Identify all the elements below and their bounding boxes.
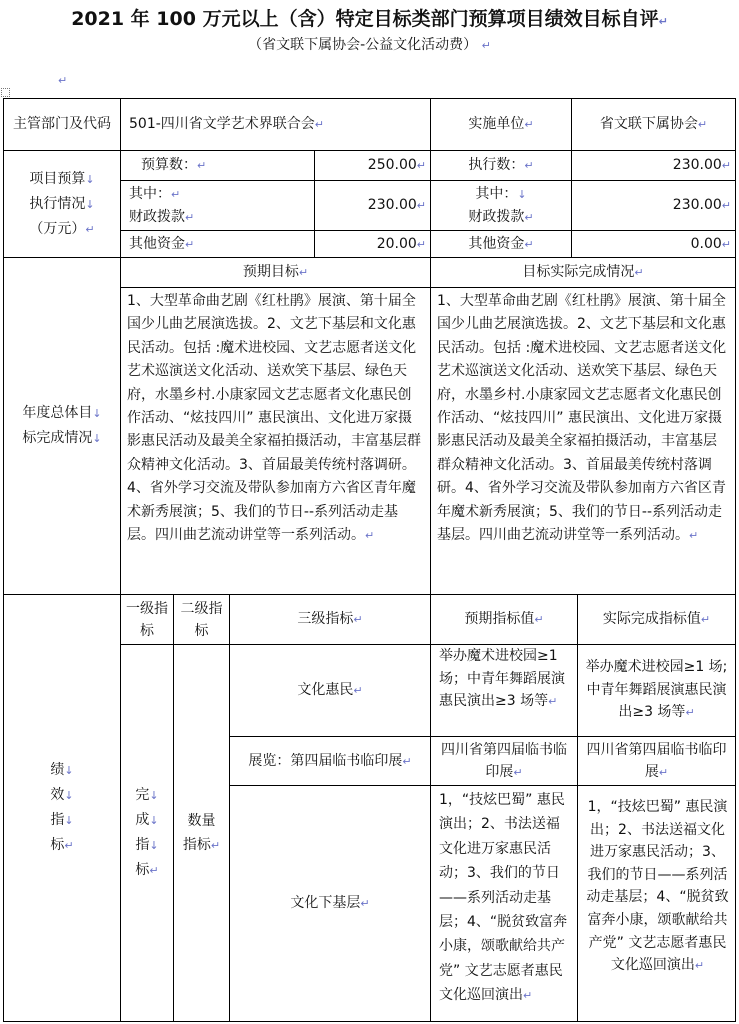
budget-amount-label: 预算数： ↵: [121, 151, 315, 181]
actual-goal-text: 1、大型革命曲艺剧《红杜鹃》展演、第十届全国少儿曲艺展演选拔。2、文艺下基层和文化惠民活动。包括 :魔术进校园、文艺志愿者送文化艺术巡演送文化活动、送欢笑下基层、绿色天府，水墨乡村.小康家园文艺志愿者文化惠民创作活动、“炫技四川” 惠民演出、文化进万家摄影惠民活动及最美全家福拍摄活动，丰富基层群众精神文化活动。3、首届最美传统村落调研。4、省外学习交流及带队参加南方六省区青年魔术新秀展演；5、我们的节日--系列活动走基层。四川曲艺流动讲堂等一系列活动。↵: [431, 288, 735, 595]
impl-label-cell: 实施单位 ↵: [431, 99, 572, 151]
table-row-actual: 1，“技炫巴蜀” 惠民演出；2、书法送福文化进万家惠民活动；3、我们的节日——系列活动走基层；4、“脱贫致富奔小康，颂歌献给共产党” 文艺志愿者惠民文化巡回演出↵: [586, 799, 729, 974]
other-exec-value: 0.00 ↵: [572, 231, 735, 258]
budget-label-cell: 项目预算↓ 执行情况↓ （万元）↵: [4, 151, 121, 258]
table-row-actual: 四川省第四届临书临印展↵: [578, 737, 735, 786]
page-title: 2021 年 100 万元以上（含）特定目标类部门预算项目绩效目标自评↵: [71, 8, 668, 30]
table-row-name: 文化下基层 ↵: [230, 786, 431, 1021]
exec-amount-label: 执行数： ↵: [431, 151, 572, 181]
level1-header: 一级指标: [121, 595, 174, 645]
table-row-expected: 1，“技炫巴蜀” 惠民演出；2、书法送福文化进万家惠民活动；3、我们的节日——系列活动走基层；4、“脱贫致富奔小康，颂歌献给共产党” 文艺志愿者惠民文化巡回演出↵: [431, 786, 578, 1021]
impl-value-cell: 省文联下属协会 ↵: [572, 99, 735, 151]
expected-goal-text: 1、大型革命曲艺剧《红杜鹃》展演、第十届全国少儿曲艺展演选拔。2、文艺下基层和文化惠民活动。包括 :魔术进校园、文艺志愿者送文化艺术巡演送文化活动、送欢笑下基层、绿色天府，水墨乡村.小康家园文艺志愿者文化惠民创作活动、“炫技四川” 惠民演出、文化进万家摄影惠民活动及最美全家福拍摄活动，丰富基层群众精神文化活动。3、首届最美传统村落调研。4、省外学习交流及带队参加南方六省区青年魔术新秀展演；5、我们的节日--系列活动走基层。四川曲艺流动讲堂等一系列活动。↵: [121, 288, 431, 595]
exec-amount-value: 230.00 ↵: [572, 151, 735, 181]
budget-amount-value: 250.00 ↵: [315, 151, 431, 181]
other-budget-value: 20.00 ↵: [315, 231, 431, 258]
fiscal-budget-value: 230.00 ↵: [315, 181, 431, 231]
fiscal-exec-label: 其中：↓ 财政拨款↵: [431, 181, 572, 231]
table-row-name: 展览：第四届临书临印展 ↵: [230, 737, 431, 786]
other-exec-label: 其他资金 ↵: [431, 231, 572, 258]
table-row-expected: 四川省第四届临书临印展↵: [431, 737, 578, 786]
table-anchor-icon: [1, 88, 10, 97]
table-row-name: 文化惠民 ↵: [230, 645, 431, 737]
page-subtitle: （省文联下属协会-公益文化活动费） ↵: [248, 37, 491, 53]
expected-goal-header: 预期目标 ↵: [121, 258, 431, 288]
other-label-cell: 其他资金 ↵: [121, 231, 315, 258]
actual-value-header: 实际完成指标值 ↵: [578, 595, 735, 645]
performance-label-cell: 绩↓ 效↓ 指↓ 标↵: [4, 595, 121, 1021]
fiscal-label-cell: 其中：↵ 财政拨款↵: [121, 181, 315, 231]
fiscal-exec-value: 230.00 ↵: [572, 181, 735, 231]
paragraph-mark-icon: ↵: [58, 74, 68, 87]
completion-label-cell: 完↓ 成↓ 指↓ 标↵: [121, 645, 174, 1021]
table-row-expected: 举办魔术进校园≥1 场；中青年舞蹈展演惠民演出≥3 场等↵: [431, 645, 578, 737]
annual-goal-label-cell: 年度总体目↓ 标完成情况↓: [4, 258, 121, 595]
level3-header: 三级指标 ↵: [230, 595, 431, 645]
table-row-actual: 举办魔术进校园≥1 场;中青年舞蹈展演惠民演出≥3 场等↵: [578, 645, 735, 737]
dept-value-cell: 501-四川省文学艺术界联合会 ↵: [121, 99, 431, 151]
actual-goal-header: 目标实际完成情况 ↵: [431, 258, 735, 288]
expected-value-header: 预期指标值 ↵: [431, 595, 578, 645]
evaluation-table: [3, 98, 736, 1022]
level2-header: 二级指标: [174, 595, 230, 645]
dept-label-cell: 主管部门及代码: [4, 99, 121, 151]
quantity-label-cell: 数量 指标↵: [174, 645, 230, 1021]
